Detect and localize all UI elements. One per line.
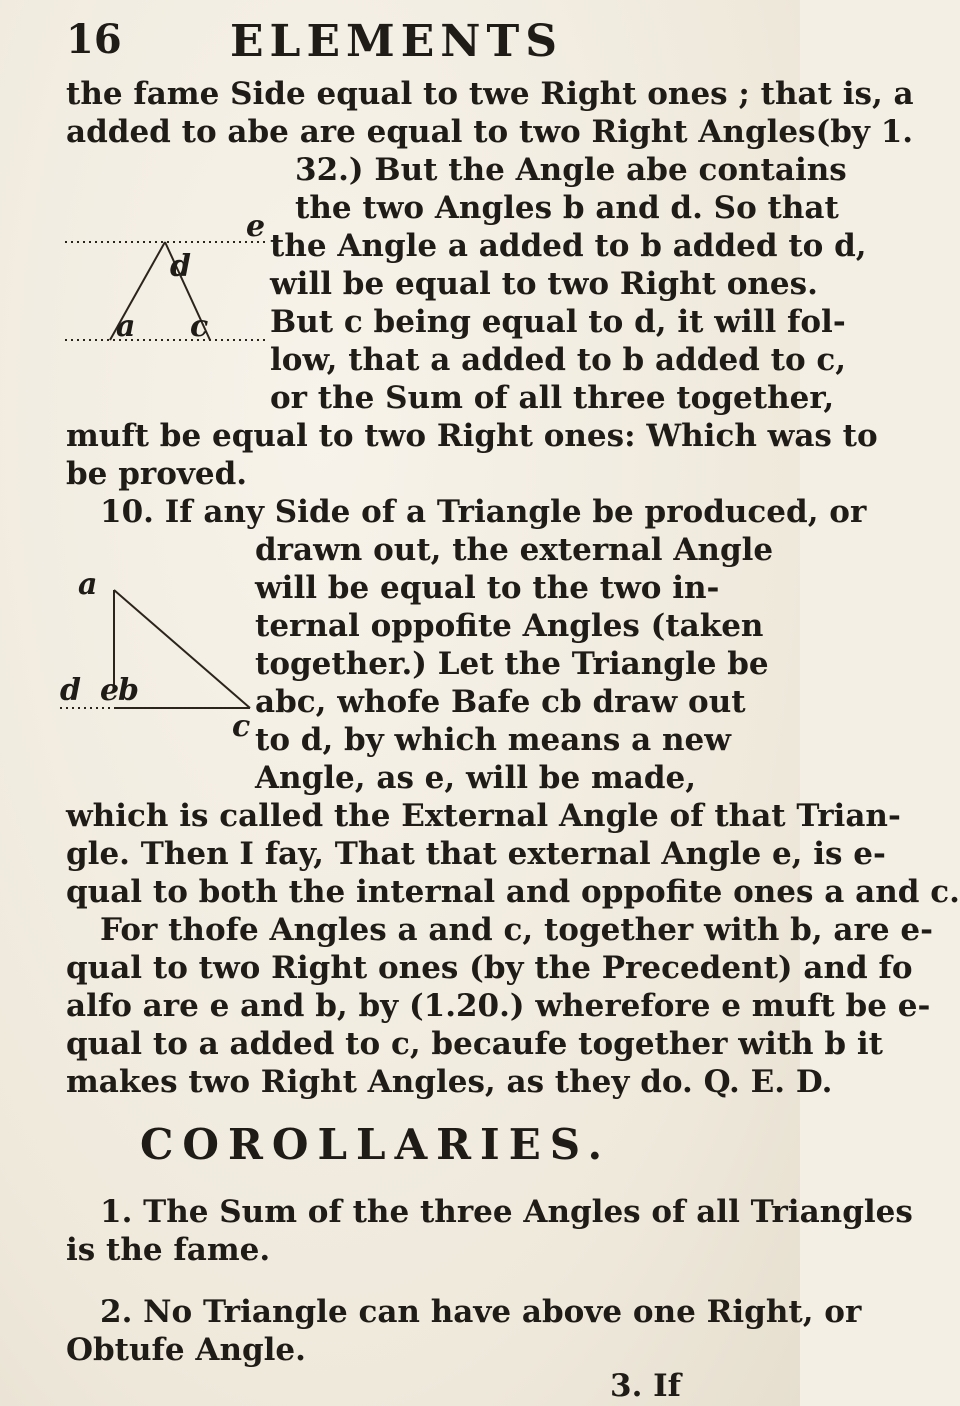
- label-e: e: [100, 673, 120, 708]
- text-line: 2. No Triangle can have above one Right, or: [100, 1294, 862, 1330]
- label-c: c: [190, 309, 209, 344]
- text-line: But c being equal to d, it will fol-: [270, 304, 846, 340]
- text-line: 3. If: [610, 1368, 681, 1404]
- page-header: [0, 8, 800, 68]
- text-line: together.) Let the Triangle be: [255, 646, 769, 682]
- text-line: 32.) But the Angle abe contains: [295, 152, 847, 188]
- text-line: For thofe Angles a and c, together with b, are e-: [100, 912, 933, 948]
- section-heading: COROLLARIES.: [140, 1120, 612, 1169]
- text-line: abc, whofe Bafe cb draw out: [255, 684, 746, 720]
- text-line: makes two Right Angles, as they do. Q. E. D.: [66, 1064, 833, 1100]
- text-line: muft be equal to two Right ones: Which was to: [66, 418, 878, 454]
- text-line: will be equal to the two in-: [255, 570, 720, 606]
- text-line: 1. The Sum of the three Angles of all Triangles: [100, 1194, 913, 1230]
- text-line: Angle, as e, will be made,: [255, 760, 697, 796]
- label-a: a: [116, 309, 136, 344]
- label-d: d: [60, 673, 81, 708]
- label-d: d: [170, 249, 191, 284]
- text-line: the Angle a added to b added to d,: [270, 228, 867, 264]
- triangle-figure-1: [60, 209, 270, 370]
- text-line: qual to both the internal and oppofite ones a and c.: [66, 874, 960, 910]
- text-line: alfo are e and b, by (1.20.) wherefore e muft be e-: [66, 988, 931, 1024]
- text-line: to d, by which means a new: [255, 722, 731, 758]
- text-line: the fame Side equal to twe Right ones ; that is, a: [66, 76, 914, 112]
- text-line: 10. If any Side of a Triangle be produced, or: [100, 494, 867, 530]
- text-line: drawn out, the external Angle: [255, 532, 774, 568]
- text-line: will be equal to two Right ones.: [270, 266, 818, 302]
- text-line: added to abe are equal to two Right Angles(by 1.: [66, 114, 914, 150]
- text-line: is the fame.: [66, 1232, 271, 1268]
- text-line: qual to two Right ones (by the Precedent) and fo: [66, 950, 913, 986]
- label-c: c: [232, 709, 251, 744]
- label-a: a: [78, 567, 98, 602]
- text-line: qual to a added to c, becaufe together with b it: [66, 1026, 883, 1062]
- text-line: low, that a added to b added to c,: [270, 342, 847, 378]
- label-e: e: [246, 209, 266, 244]
- text-line: gle. Then I fay, That that external Angle e, is e-: [66, 836, 886, 872]
- page-number: 16: [66, 16, 122, 63]
- triangle-figure-2: [60, 560, 260, 744]
- running-title: ELEMENTS: [230, 16, 563, 67]
- text-line: which is called the External Angle of that Trian-: [66, 798, 901, 834]
- text-line: the two Angles b and d. So that: [295, 190, 839, 226]
- text-line: or the Sum of all three together,: [270, 380, 835, 416]
- text-line: Obtufe Angle.: [66, 1332, 306, 1368]
- text-line: be proved.: [66, 456, 248, 492]
- text-line: ternal oppofite Angles (taken: [255, 608, 764, 644]
- label-b: b: [118, 673, 139, 708]
